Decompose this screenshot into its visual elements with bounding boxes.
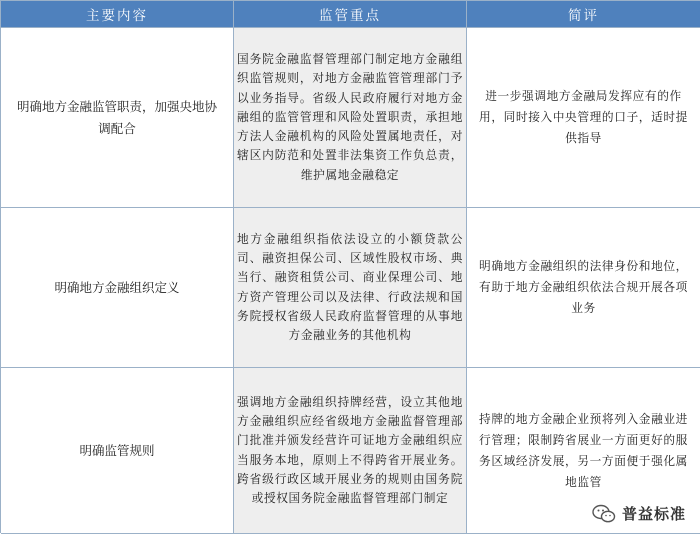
row3-focus: 强调地方金融组织持牌经营，设立其他地方金融组织应经省级地方金融监督管理部门批准并颁发经营许可证地方金融组织应当服务本地，原则上不得跨省开展业务。跨省级行政区域开展业务的规则由国务院或授权国务院金融监督管理部门制定 bbox=[237, 394, 463, 505]
row2-focus-cell bbox=[234, 208, 467, 368]
watermark-text: 普益标准 bbox=[621, 505, 686, 523]
row3-content: 明确监管规则 bbox=[1, 368, 234, 534]
row2-comment: 明确地方金融组织的法律身份和地位，有助于地方金融组织依法合规开展各项业务 bbox=[467, 208, 700, 368]
row2-focus: 地方金融组织指依法设立的小额贷款公司、融资担保公司、区域性股权市场、典当行、融资租赁公司、商业保理公司、地方资产管理公司以及法律、行政法规和国务院授权省级人民政府监督管理的从事地方金融业务的其他机构 bbox=[237, 231, 463, 342]
header-main-content: 主要内容 bbox=[1, 1, 234, 28]
row3-comment: 持牌的地方金融企业预将列入金融业进行管理；限制跨省展业一方面更好的服务区域经济发展，另一方面便于强化属地监管 bbox=[467, 368, 700, 534]
row1-focus-cell bbox=[234, 28, 467, 208]
wechat-icon bbox=[592, 504, 616, 524]
header-comment: 简评 bbox=[467, 1, 700, 28]
row1-comment: 进一步强调地方金融局发挥应有的作用，同时接入中央管理的口子，适时提供指导 bbox=[467, 28, 700, 208]
row2-content: 明确地方金融组织定义 bbox=[1, 208, 234, 368]
row3-focus-cell bbox=[234, 368, 467, 534]
row1-content: 明确地方金融监管职责，加强央地协调配合 bbox=[1, 28, 234, 208]
source-watermark bbox=[590, 503, 688, 524]
row1-focus: 国务院金融监督管理部门制定地方金融组织监管规则，对地方金融监管管理部门予以业务指导。省级人民政府履行对地方金融组的监管管理和风险处置职责，承担地方法人金融机构的风险处置属地责任，对辖区内防范和处置非法集资工作负总责，维护属地金融稳定 bbox=[237, 52, 463, 182]
header-regulatory-focus: 监管重点 bbox=[234, 1, 467, 28]
